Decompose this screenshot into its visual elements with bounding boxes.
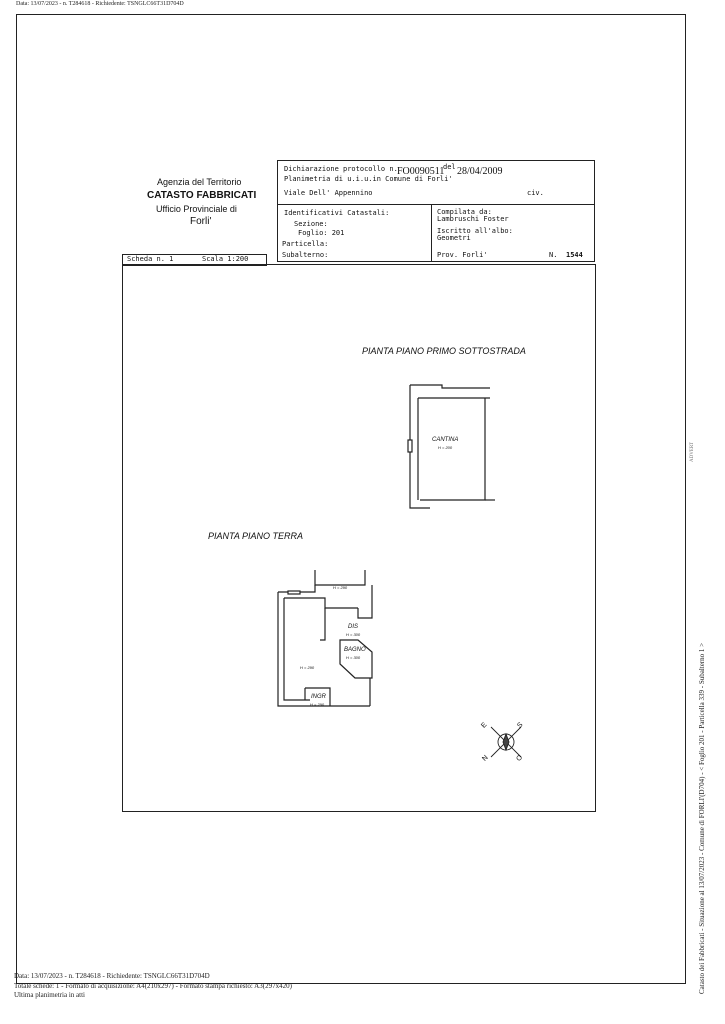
ingr-height: H = 290	[310, 702, 325, 707]
basement-bottom-wall	[420, 398, 485, 500]
particella-label: Particella:	[282, 240, 329, 248]
dichiarazione-label: Dichiarazione protocollo n.	[284, 165, 398, 173]
scheda-scale: Scala 1:200	[202, 255, 249, 263]
compilata-label: Compilata da:	[437, 208, 492, 216]
top-stamp: Data: 13/07/2023 - n. T284618 - Richiedente: TSNGLC66T31D704D	[16, 1, 184, 7]
header-divider-v	[431, 204, 432, 261]
protocol-date: 28/04/2009	[457, 166, 503, 177]
ground-top-annex	[315, 570, 365, 585]
ground-plan	[270, 560, 380, 715]
basement-title: PIANTA PIANO PRIMO SOTTOSTRADA	[362, 346, 526, 356]
side-text-long: Catasto dei Fabbricati - Situazione al 13/07/2023 - Comune di FORLI'(D704) - < Foglio 201 - Particella 339 - Subalterno 1 >	[698, 642, 706, 994]
compass-n: N	[481, 754, 490, 763]
agency-line2: CATASTO FABBRICATI	[147, 190, 257, 201]
prov-label: Prov. Forli'	[437, 251, 488, 259]
ground-title: PIANTA PIANO TERRA	[208, 531, 304, 541]
ground-room-top	[284, 598, 358, 608]
compilata-name: Lambruschi Foster	[437, 215, 509, 223]
ground-window	[288, 591, 300, 594]
address: Viale Dell' Appennino	[284, 189, 373, 197]
identificativi-label: Identificativi Catastali:	[284, 209, 390, 217]
basement-door	[408, 440, 412, 452]
ground-inner-left	[284, 598, 310, 700]
ground-partition	[320, 608, 325, 640]
foglio-label: Foglio: 201	[298, 229, 345, 237]
basement-outer-wall	[410, 385, 490, 388]
footer-line3: Ultima planimetria in atti	[14, 991, 85, 999]
main-room-height: H = 290	[300, 665, 315, 670]
basement-left-wall	[410, 385, 430, 508]
bagno-label: BAGNO	[344, 647, 366, 653]
civ-label: civ.	[527, 189, 544, 197]
agency-line4: Forli'	[190, 216, 212, 227]
protocol-number: FO0090511	[397, 166, 445, 177]
n-value: 1544	[566, 251, 583, 259]
footer-line1: Data: 13/07/2023 - n. T284618 - Richiedente: TSNGLC66T31D704D	[14, 972, 210, 980]
cantina-label: CANTINA	[432, 437, 459, 443]
dis-label: DIS	[348, 624, 359, 630]
dis-height: H = 300	[346, 632, 361, 637]
side-text-short: ADVERT	[690, 442, 695, 462]
del-label: del	[443, 163, 456, 171]
sezione-label: Sezione:	[294, 220, 328, 228]
footer-line2: Totale schede: 1 - Formato di acquisizione: A4(210x297) - Formato stampa richiesto: A3(297x420)	[14, 982, 292, 990]
scheda-label: Scheda n. 1	[127, 255, 174, 263]
ground-dis-right	[358, 585, 372, 618]
iscritto-label: Iscritto all'albo:	[437, 227, 513, 235]
subalterno-label: Subalterno:	[282, 251, 329, 259]
compass-o: O	[515, 754, 525, 763]
bagno-height: H = 300	[346, 655, 361, 660]
planimetria-label: Planimetria di u.i.u.in Comune di Forli'	[284, 175, 453, 183]
n-label: N.	[549, 251, 558, 259]
agency-line3: Ufficio Provinciale di	[156, 204, 237, 214]
agency-line1: Agenzia del Territorio	[157, 177, 242, 187]
compass-s: S	[516, 721, 525, 730]
ingr-label: INGR	[311, 694, 326, 700]
compass-e: E	[480, 721, 489, 730]
header-divider-h	[277, 204, 594, 205]
cantina-height: H = 200	[438, 445, 453, 450]
iscritto-value: Geometri	[437, 234, 471, 242]
room-top-height: H = 290	[333, 585, 348, 590]
